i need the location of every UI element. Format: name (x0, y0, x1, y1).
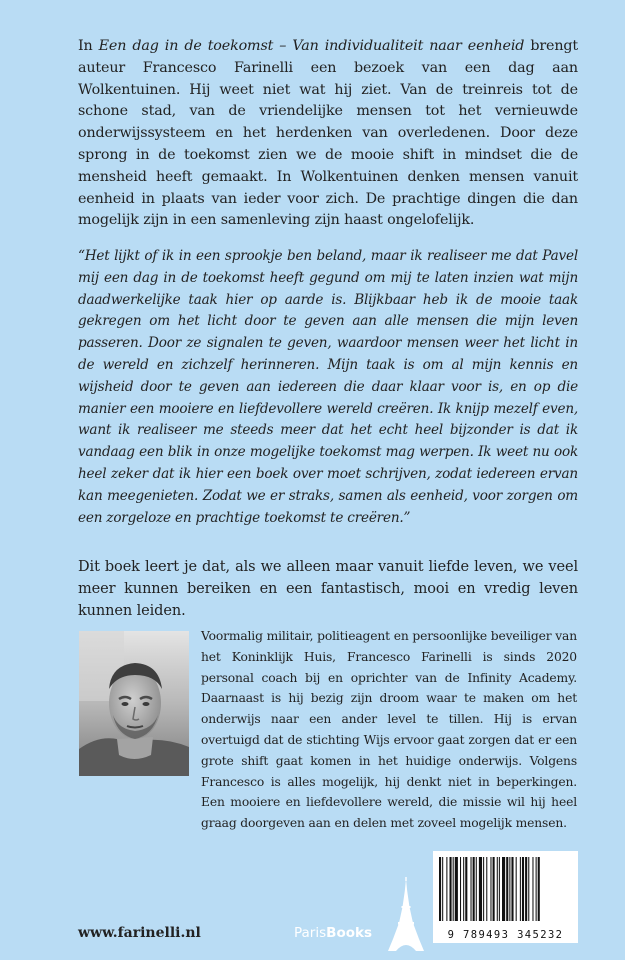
barcode-bar (490, 857, 491, 921)
book-title: Een dag in de toekomst – Van individualiteit naar eenheid (98, 38, 525, 54)
blurb-intro: In (78, 38, 99, 54)
isbn-number: 9 789493 345232 (447, 929, 564, 941)
barcode-bar (536, 857, 537, 921)
barcode-bar (465, 857, 467, 921)
barcode-bar (502, 857, 505, 921)
author-bio: Voormalig militair, politieagent en persoonlijke beveiliger van het Koninklijk Huis, Francesco Farinelli is sinds 2020 personal coach bij en oprichter van de Infinity Academy. Daarnaast is hij bezig zijn droom waar te maken om het onderwijs naar een ander level te tillen. Hij is ervan overtuigd dat de stichting Wijs ervoor gaat zorgen dat er een grote shift gaat komen in het huidige onderwijs. Volgens Francesco is alles mogelijk, hij denkt niet in beperkingen. Een mooiere en liefdevollere wereld, die missie wil hij heel graag doorgeven aan en delen met zoveel mogelijk mensen. (201, 629, 577, 831)
barcode-bar (511, 857, 513, 921)
barcode-bar (528, 857, 529, 921)
barcode-bar (509, 857, 510, 921)
barcode-bar (442, 857, 443, 921)
barcode-bar (463, 857, 464, 921)
blurb-paragraph (78, 36, 578, 232)
barcode-bar (460, 857, 461, 921)
author-portrait-image (79, 631, 189, 776)
barcode-bar (450, 857, 452, 921)
barcode-bar (525, 857, 527, 921)
barcode-bar (520, 857, 521, 921)
barcode-bar (506, 857, 508, 921)
barcode-bar (439, 857, 441, 921)
barcode-bar (471, 857, 472, 921)
barcode-bar (476, 857, 477, 921)
barcode-bars (433, 851, 578, 925)
blurb-rest: brengt auteur Francesco Farinelli een bezoek van een dag aan Wolkentuinen. Hij weet niet wat hij ziet. Van de treinreis tot de schone stad, van de vriendelijke mensen tot het vernieuwde onderwijssysteem en het herdenken van overledenen. Door deze sprong in de toekomst zien we de mooie shift in mindset die de mensheid heeft gemaakt. In Wolkentuinen denken mensen vanuit eenheid in plaats van ieder voor zich. De prachtige dingen die dan mogelijk zijn in een samenleving zijn haast ongelofelijk. (78, 38, 578, 229)
eiffel-tower-icon (386, 877, 426, 952)
barcode-bar (473, 857, 475, 921)
barcode-bar (538, 857, 540, 921)
isbn-barcode (433, 851, 578, 943)
barcode-bar (516, 857, 517, 921)
publisher-name-bold: Books (326, 925, 373, 941)
website-link[interactable]: www.farinelli.nl (78, 925, 201, 941)
barcode-bar (455, 857, 458, 921)
excerpt-quote: “Het lijkt of ik in een sprookje ben beland, maar ik realiseer me dat Pavel mij een dag in de toekomst heeft gegund om mij te laten inzien wat mijn daadwerkelijke taak hier op aarde is. Blijkbaar heb ik de mooie taak gekregen om het licht door te geven aan alle mensen die mijn leven passeren. Door ze signalen te geven, waardoor mensen weer het licht in de wereld en zichzelf herinneren. Mijn taak is om al mijn kennis en wijsheid door te geven aan iedereen die daar klaar voor is, en op die manier een mooiere en liefdevollere wereld creëren. Ik knijp mezelf even, want ik realiseer me steeds meer dat het echt heel bijzonder is dat ik vandaag een blik in onze mogelijke toekomst mag werpen. Ik weet nu ook heel zeker dat ik hier een boek over moet schrijven, zodat iedereen ervan kan meegenieten. Zodat we er straks, samen als eenheid, voor zorgen om een zorgeloze en prachtige toekomst te creëren.” (78, 248, 578, 526)
author-photo (79, 631, 189, 776)
publisher-name-light: Paris (294, 925, 327, 941)
barcode-bar (446, 857, 447, 921)
closing-paragraph: Dit boek leert je dat, als we alleen maar vanuit liefde leven, we veel meer kunnen bereiken en een fantastisch, mooi en vredig leven kunnen leiden. (78, 559, 578, 619)
publisher-logo-text (294, 925, 372, 941)
barcode-bar (493, 857, 495, 921)
barcode-bar (453, 857, 454, 921)
barcode-bar (479, 857, 482, 921)
barcode-bar (522, 857, 524, 921)
barcode-bar (497, 857, 498, 921)
barcode-bar (483, 857, 484, 921)
barcode-bar (499, 857, 500, 921)
barcode-bar (532, 857, 533, 921)
barcode-bar (486, 857, 487, 921)
